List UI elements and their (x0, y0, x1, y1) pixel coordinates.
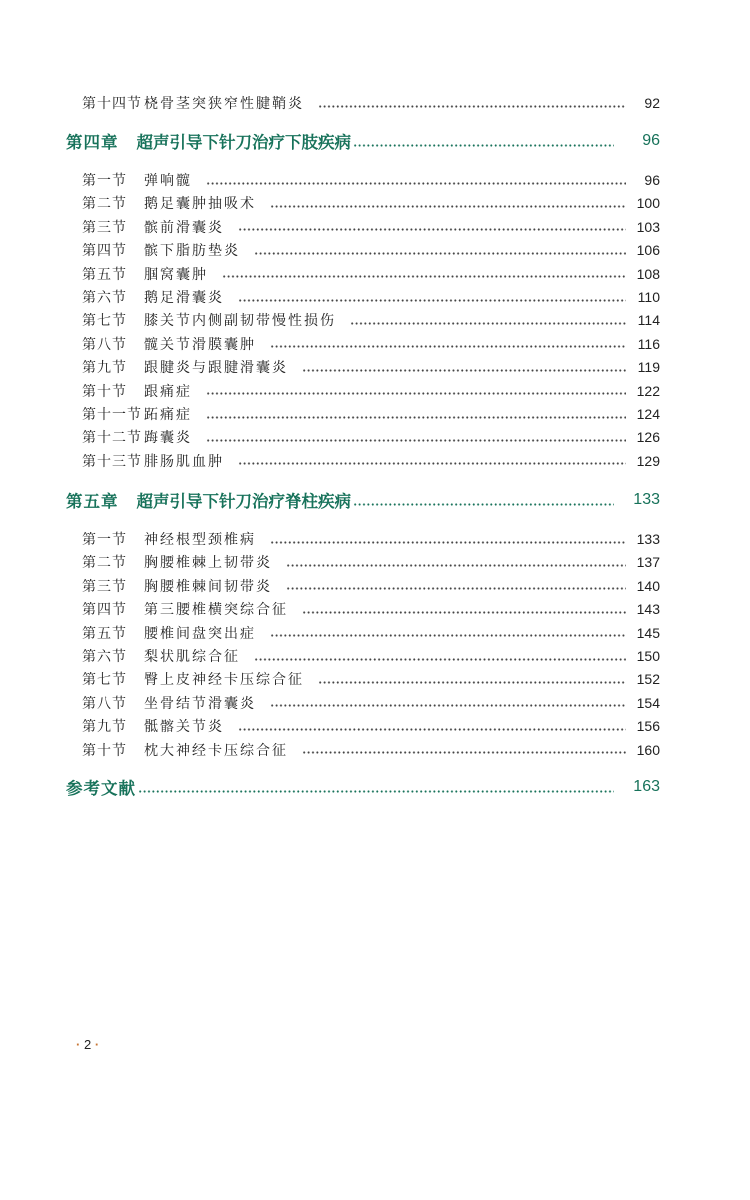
chapter-title: 超声引导下针刀治疗脊柱疾病 (136, 492, 351, 511)
section-number: 第一节 (82, 173, 127, 189)
dot-leader (270, 704, 626, 707)
section-title: 膝关节内侧副韧带慢性损伤 (144, 313, 336, 330)
section-number: 第二节 (82, 555, 127, 572)
section-title: 胸腰椎棘间韧带炎 (144, 578, 272, 595)
section-number: 第十三节 (82, 453, 142, 470)
dot-leader (353, 144, 614, 147)
toc-entry[interactable] (82, 286, 660, 308)
page-number: 124 (636, 406, 660, 422)
toc-entry[interactable] (82, 92, 660, 114)
toc-entry[interactable] (82, 169, 660, 191)
section-number: 第十二节 (82, 430, 142, 447)
page-number: 133 (633, 491, 660, 508)
dot-leader (318, 681, 626, 684)
section-title: 骶髂关节炎 (144, 719, 224, 736)
dot-leader (270, 205, 626, 208)
page-number: 96 (644, 172, 660, 188)
section-number: 第五节 (82, 625, 127, 642)
section-number: 第八节 (82, 336, 127, 353)
section-number: 第十节 (82, 742, 127, 759)
page-number: 154 (636, 694, 660, 711)
section-title: 跟痛症 (144, 383, 192, 400)
section-title: 腓肠肌血肿 (144, 453, 224, 470)
toc-entry[interactable] (82, 715, 660, 737)
section-number: 第九节 (82, 719, 127, 736)
section-title: 弹响髋 (144, 173, 192, 189)
footer-page-number (76, 1037, 99, 1052)
section-number: 第五节 (82, 266, 127, 283)
section-title: 跖痛症 (144, 407, 192, 423)
section-number: 第六节 (82, 649, 127, 665)
page-number: 145 (636, 624, 660, 641)
chapter-title: 超声引导下针刀治疗下肢疾病 (136, 133, 351, 152)
page-number: 160 (636, 741, 660, 758)
section-number: 第十一节 (82, 407, 142, 423)
section-title: 髌下脂肪垫炎 (144, 243, 240, 260)
section-number: 第八节 (82, 695, 127, 712)
page-number: 116 (637, 335, 660, 352)
footer-page-value: 2 (83, 1037, 92, 1052)
bullet-dot-icon: · (94, 1037, 100, 1052)
page-number: 106 (636, 242, 660, 259)
dot-leader (270, 541, 626, 544)
dot-leader (270, 345, 626, 348)
page-number: 143 (636, 601, 660, 618)
section-title: 腰椎间盘突出症 (144, 625, 256, 642)
dot-leader (318, 105, 626, 108)
dot-leader (302, 611, 626, 614)
toc-entry[interactable] (82, 426, 660, 448)
section-number: 第十四节 (82, 96, 142, 112)
section-title: 踇囊炎 (144, 430, 192, 447)
dot-leader (238, 299, 626, 302)
page-number: 133 (636, 531, 660, 547)
page-number: 140 (636, 577, 660, 594)
page-number: 152 (636, 671, 660, 688)
section-title: 坐骨结节滑囊炎 (144, 695, 256, 712)
section-title: 梨状肌综合征 (144, 649, 240, 665)
section-title: 跟腱炎与跟腱滑囊炎 (144, 360, 288, 377)
dot-leader (302, 369, 626, 372)
page-number: 137 (636, 554, 660, 571)
references-title: 参考文献 (66, 779, 136, 798)
toc-entry[interactable] (82, 551, 660, 573)
toc-entry[interactable] (82, 309, 660, 331)
page-number: 119 (637, 359, 660, 376)
dot-leader (254, 252, 626, 255)
toc-entry[interactable] (82, 528, 660, 550)
section-title: 臀上皮神经卡压综合征 (144, 672, 304, 689)
section-number: 第三节 (82, 578, 127, 595)
dot-leader (206, 416, 626, 419)
section-title: 鹅足滑囊炎 (144, 290, 224, 306)
page-number: 100 (636, 195, 660, 212)
page-number: 92 (644, 95, 660, 111)
toc-entry[interactable] (82, 450, 660, 472)
toc-entry[interactable] (82, 692, 660, 714)
dot-leader (270, 634, 626, 637)
toc-entry[interactable] (82, 403, 660, 425)
section-title: 鹅足囊肿抽吸术 (144, 196, 256, 213)
dot-leader (353, 503, 614, 506)
section-number: 第十节 (82, 383, 127, 400)
section-title: 枕大神经卡压综合征 (144, 742, 288, 759)
page-number: 108 (636, 265, 660, 282)
toc-entry[interactable] (82, 645, 660, 667)
page-number: 129 (636, 452, 660, 469)
section-number: 第九节 (82, 360, 127, 377)
dot-leader (206, 392, 626, 395)
dot-leader (350, 322, 626, 325)
dot-leader (254, 658, 626, 661)
section-number: 第一节 (82, 532, 127, 548)
section-title: 第三腰椎横突综合征 (144, 602, 288, 619)
toc-entry[interactable] (82, 356, 660, 378)
section-title: 胸腰椎棘上韧带炎 (144, 555, 272, 572)
section-number: 第七节 (82, 313, 127, 330)
page-number: 156 (636, 718, 660, 735)
dot-leader (206, 182, 626, 185)
section-number: 第三节 (82, 219, 127, 236)
chapter-heading-5[interactable] (66, 487, 660, 513)
page-number: 96 (642, 132, 660, 149)
toc-entry[interactable] (82, 622, 660, 644)
toc-entry[interactable] (82, 239, 660, 261)
toc-entry[interactable] (82, 333, 660, 355)
dot-leader (206, 439, 626, 442)
dot-leader (302, 751, 626, 754)
page-number: 103 (636, 218, 660, 235)
dot-leader (286, 587, 626, 590)
section-title: 腘窝囊肿 (144, 266, 208, 283)
section-title: 髌前滑囊炎 (144, 219, 224, 236)
section-title: 桡骨茎突狭窄性腱鞘炎 (144, 96, 304, 112)
toc-entry[interactable] (82, 598, 660, 620)
section-number: 第二节 (82, 196, 127, 213)
toc-entry[interactable] (82, 739, 660, 761)
dot-leader (222, 275, 626, 278)
chapter-number: 第五章 (66, 492, 119, 511)
toc-entry[interactable] (82, 575, 660, 597)
toc-entry[interactable] (82, 216, 660, 238)
dot-leader (238, 462, 626, 465)
dot-leader (238, 228, 626, 231)
section-number: 第四节 (82, 243, 127, 260)
chapter-heading-4[interactable] (66, 128, 660, 154)
page-number: 110 (637, 289, 660, 305)
page-number: 150 (636, 648, 660, 664)
page-number: 163 (633, 778, 660, 795)
section-title: 髋关节滑膜囊肿 (144, 336, 256, 353)
bullet-dot-icon: · (76, 1037, 81, 1052)
dot-leader (238, 728, 626, 731)
page-number: 114 (637, 312, 660, 329)
dot-leader (138, 790, 614, 793)
toc-entry[interactable] (82, 380, 660, 402)
section-number: 第七节 (82, 672, 127, 689)
references-heading[interactable] (66, 774, 660, 800)
section-title: 神经根型颈椎病 (144, 532, 256, 548)
chapter-number: 第四章 (66, 133, 119, 152)
toc-entry[interactable] (82, 668, 660, 690)
dot-leader (286, 564, 626, 567)
toc-entry[interactable] (82, 263, 660, 285)
page-number: 126 (636, 429, 660, 446)
toc-entry[interactable] (82, 192, 660, 214)
page-number: 122 (636, 382, 660, 399)
section-number: 第四节 (82, 602, 127, 619)
section-number: 第六节 (82, 290, 127, 306)
